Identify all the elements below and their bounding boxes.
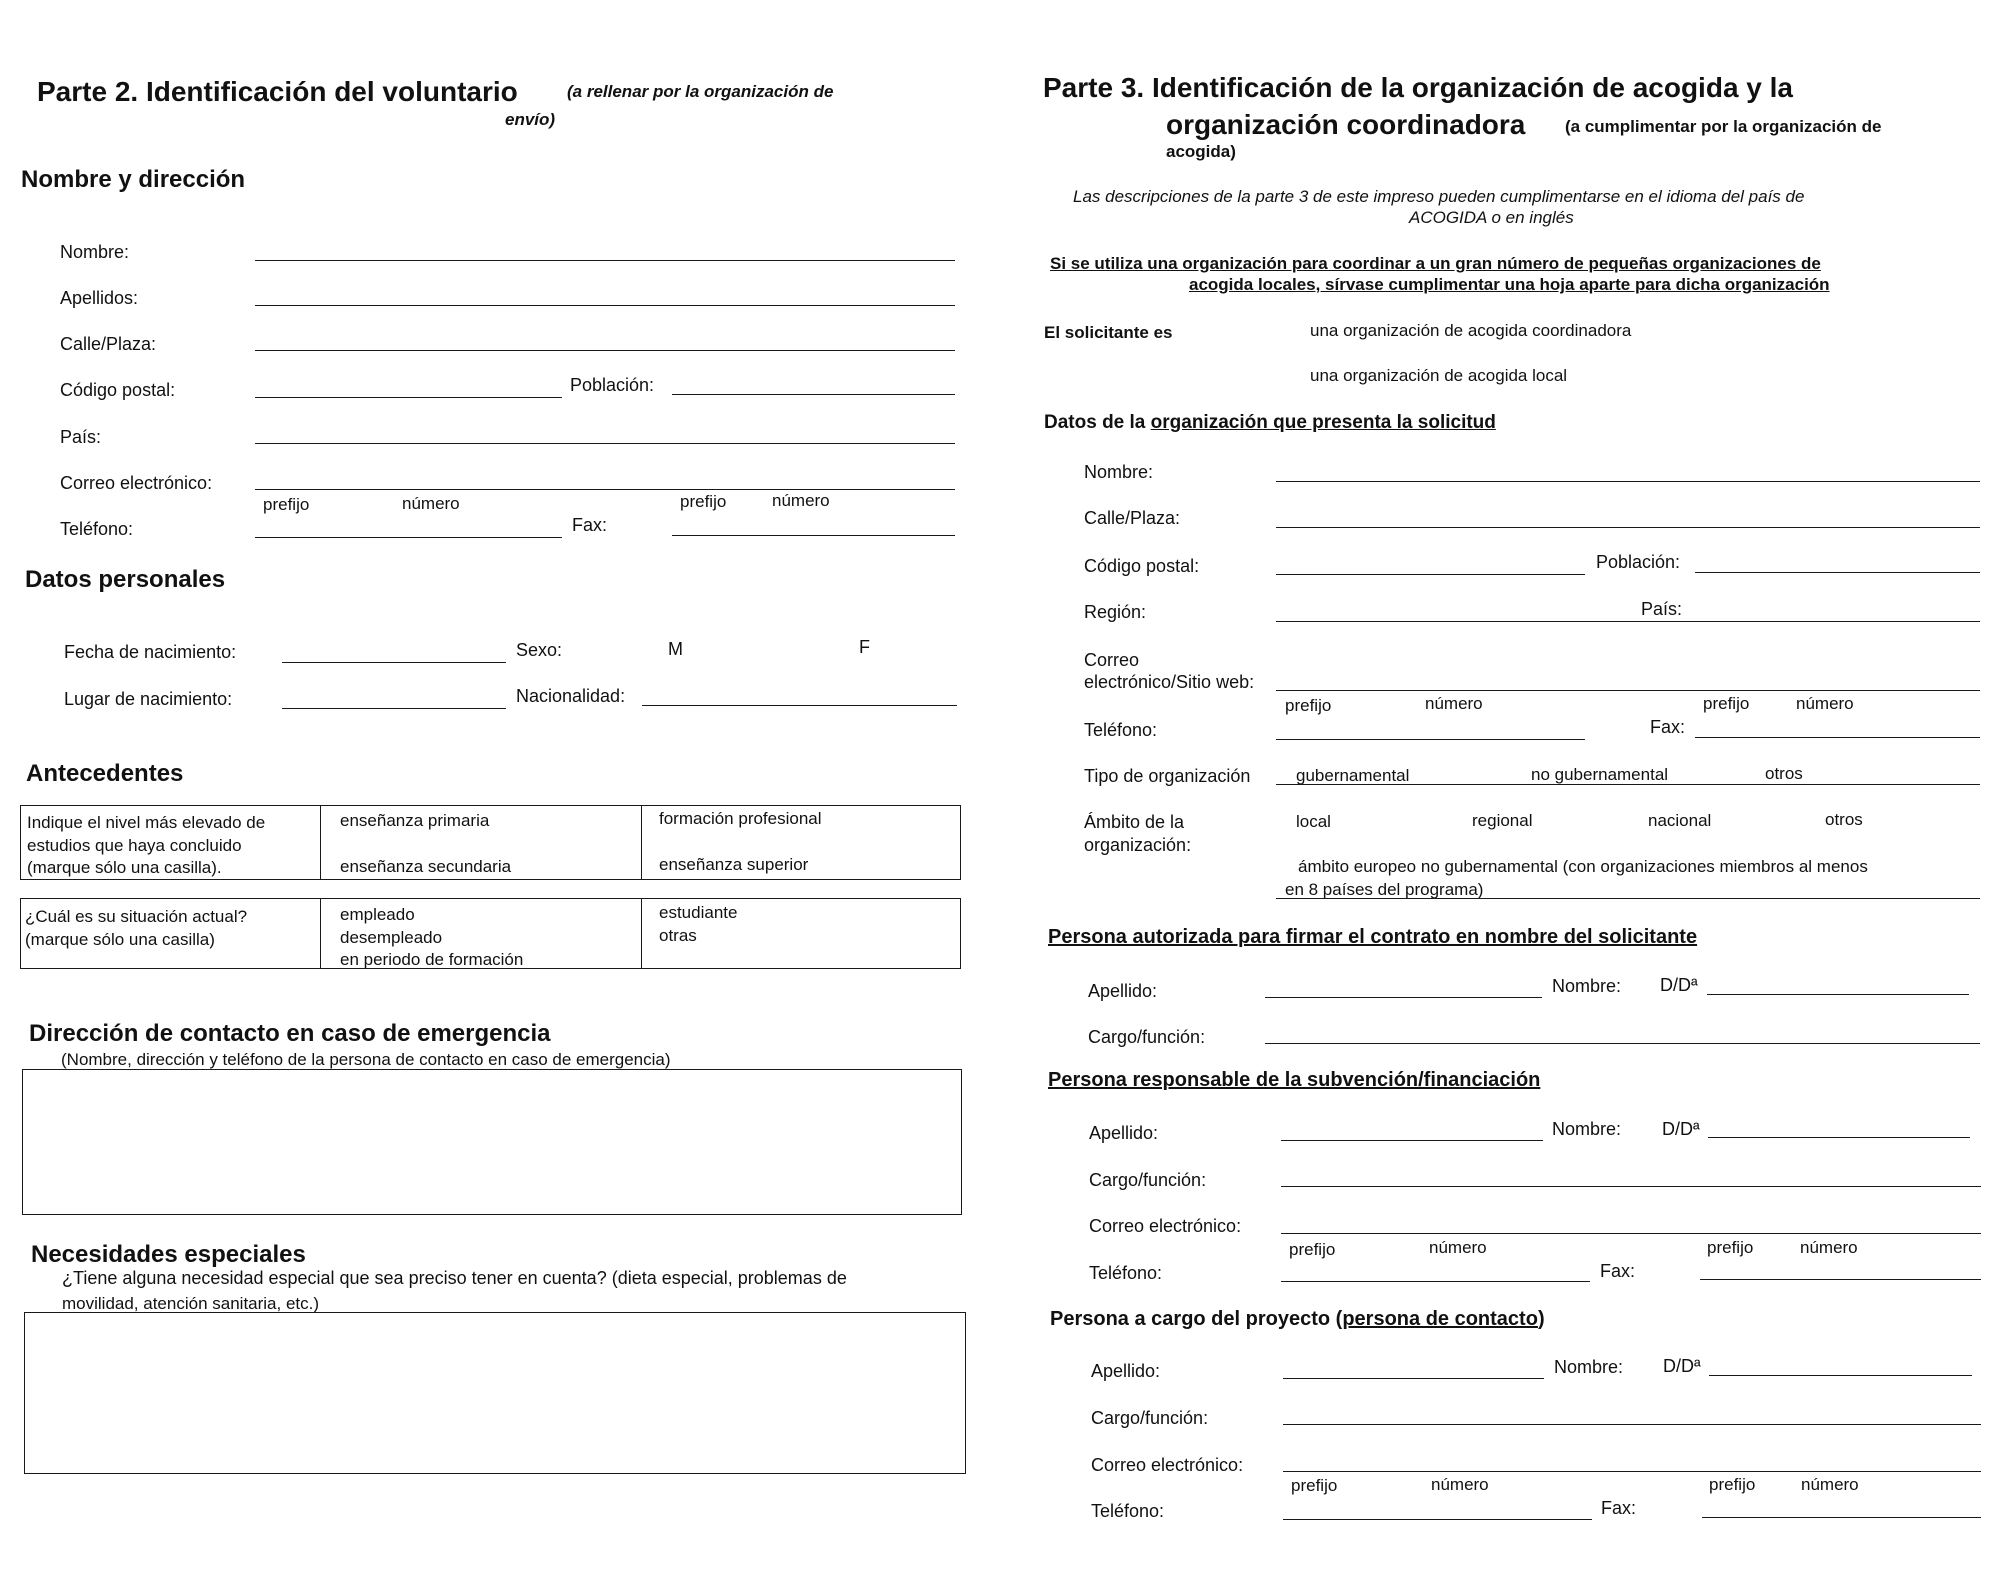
section-heading-persona-cargo-proyecto xyxy=(1050,1308,1545,1331)
option-otras[interactable]: otras xyxy=(659,926,697,945)
necesidades-question-line-1: ¿Tiene alguna necesidad especial que sea preciso tener en cuenta? (dieta especial, problemas de xyxy=(62,1268,847,1288)
field-proyecto-telefono[interactable] xyxy=(1283,1519,1592,1520)
option-estudiante[interactable]: estudiante xyxy=(659,903,738,922)
label-proyecto-telefono: Teléfono: xyxy=(1091,1501,1165,1521)
field-org-poblacion[interactable] xyxy=(1695,572,1980,573)
field-nacionalidad[interactable] xyxy=(642,705,957,706)
option-tipo-otros[interactable]: otros xyxy=(1765,764,1803,783)
label-numero: número xyxy=(402,494,460,513)
label-proyecto-fax: Fax: xyxy=(1601,1498,1637,1518)
part3-note-language-2: ACOGIDA o en inglés xyxy=(1409,208,1574,227)
part2-title-note-2: envío) xyxy=(505,110,556,129)
table-divider xyxy=(320,898,321,969)
textarea-emergencia[interactable] xyxy=(22,1069,962,1215)
field-org-region-pais[interactable] xyxy=(1276,621,1980,622)
part3-note-language-1: Las descripciones de la parte 3 de este impreso pueden cumplimentarse en el idioma del país de xyxy=(1073,187,1805,206)
label-org-poblacion: Población: xyxy=(1596,552,1681,572)
field-proyecto-nombre[interactable] xyxy=(1709,1375,1972,1376)
field-org-fax[interactable] xyxy=(1695,737,1980,738)
option-ensenanza-superior[interactable]: enseñanza superior xyxy=(659,855,809,874)
field-autorizada-cargo[interactable] xyxy=(1265,1043,1980,1044)
label-responsable-cargo: Cargo/función: xyxy=(1089,1170,1207,1190)
label-codigo-postal: Código postal: xyxy=(60,380,176,400)
cargo-proyecto-prefix: Persona a cargo del proyecto ( xyxy=(1050,1308,1343,1330)
label-responsable-dd: D/Dª xyxy=(1662,1119,1700,1139)
option-gubernamental[interactable]: gubernamental xyxy=(1296,766,1410,785)
option-regional[interactable]: regional xyxy=(1472,811,1533,830)
label-autorizada-cargo: Cargo/función: xyxy=(1088,1027,1206,1047)
field-codigo-postal[interactable] xyxy=(255,397,562,398)
label-org-fax: Fax: xyxy=(1650,717,1686,737)
field-org-telefono[interactable] xyxy=(1276,739,1585,740)
table-divider xyxy=(641,898,642,969)
label-org-calle: Calle/Plaza: xyxy=(1084,508,1181,528)
datos-organizacion-underlined: organización que presenta la solicitud xyxy=(1150,412,1496,433)
field-responsable-correo[interactable] xyxy=(1281,1233,1981,1234)
option-formacion-profesional[interactable]: formación profesional xyxy=(659,809,822,828)
estudios-question-line-2: estudios que haya concluido xyxy=(27,836,242,855)
label-lugar-nacimiento: Lugar de nacimiento: xyxy=(64,689,233,709)
label-correo: Correo electrónico: xyxy=(60,473,213,493)
label-responsable-apellido: Apellido: xyxy=(1089,1123,1159,1143)
section-heading-persona-responsable: Persona responsable de la subvención/financiación xyxy=(1048,1069,1541,1091)
estudios-question-line-3: (marque sólo una casilla). xyxy=(27,858,222,877)
label-org-telefono: Teléfono: xyxy=(1084,720,1158,740)
section-heading-emergencia: Dirección de contacto en caso de emergencia xyxy=(29,1020,551,1047)
option-ensenanza-primaria[interactable]: enseñanza primaria xyxy=(340,811,490,830)
label-apellidos: Apellidos: xyxy=(60,288,139,308)
label-responsable-telefono: Teléfono: xyxy=(1089,1263,1163,1283)
field-org-correo[interactable] xyxy=(1276,690,1980,691)
field-telefono[interactable] xyxy=(255,537,562,538)
field-lugar-nacimiento[interactable] xyxy=(282,708,506,709)
label-prefijo-fax: prefijo xyxy=(680,492,727,511)
field-pais[interactable] xyxy=(255,443,955,444)
situacion-question-line-1: ¿Cuál es su situación actual? xyxy=(25,907,248,926)
part3-title-line-2: organización coordinadora xyxy=(1166,109,1526,140)
label-fecha-nacimiento: Fecha de nacimiento: xyxy=(64,642,237,662)
label-numero-fax: número xyxy=(772,491,830,510)
field-org-calle[interactable] xyxy=(1276,527,1980,528)
estudios-question-line-1: Indique el nivel más elevado de xyxy=(27,813,266,832)
label-nombre: Nombre: xyxy=(60,242,130,262)
label-responsable-correo: Correo electrónico: xyxy=(1089,1216,1242,1236)
field-org-nombre[interactable] xyxy=(1276,481,1980,482)
field-poblacion[interactable] xyxy=(672,394,955,395)
option-ambito-europeo-2: en 8 países del programa) xyxy=(1285,880,1484,899)
field-apellidos[interactable] xyxy=(255,305,955,306)
field-proyecto-cargo[interactable] xyxy=(1283,1424,1981,1425)
label-org-region: Región: xyxy=(1084,602,1147,622)
option-ambito-otros[interactable]: otros xyxy=(1825,810,1863,829)
part3-title-note: (a cumplimentar por la organización de xyxy=(1565,117,1882,136)
option-empleado[interactable]: empleado xyxy=(340,905,415,924)
section-heading-necesidades: Necesidades especiales xyxy=(31,1241,306,1268)
label-org-prefijo-fax: prefijo xyxy=(1703,694,1750,713)
label-org-correo-2: electrónico/Sitio web: xyxy=(1084,672,1255,692)
field-responsable-nombre[interactable] xyxy=(1708,1137,1970,1138)
cargo-proyecto-underlined: persona de contacto xyxy=(1342,1308,1538,1330)
section-heading-datos-organizacion xyxy=(1044,412,1496,434)
label-responsable-fax: Fax: xyxy=(1600,1261,1636,1281)
label-telefono: Teléfono: xyxy=(60,519,134,539)
option-desempleado[interactable]: desempleado xyxy=(340,928,443,947)
field-fax[interactable] xyxy=(672,535,955,536)
label-autorizada-nombre: Nombre: xyxy=(1552,976,1622,996)
field-responsable-telefono[interactable] xyxy=(1281,1281,1590,1282)
label-responsable-numero-fax: número xyxy=(1800,1238,1858,1257)
label-proyecto-cargo: Cargo/función: xyxy=(1091,1408,1209,1428)
field-org-codigo-postal[interactable] xyxy=(1276,574,1585,575)
label-org-correo-1: Correo xyxy=(1084,650,1140,670)
section-heading-datos-personales: Datos personales xyxy=(25,566,226,593)
label-poblacion: Población: xyxy=(570,375,655,395)
table-divider xyxy=(320,805,321,880)
option-en-periodo-formacion[interactable]: en periodo de formación xyxy=(340,950,524,969)
label-responsable-nombre: Nombre: xyxy=(1552,1119,1622,1139)
field-nombre[interactable] xyxy=(255,260,955,261)
field-fecha-nacimiento[interactable] xyxy=(282,662,506,663)
label-proyecto-correo: Correo electrónico: xyxy=(1091,1455,1244,1475)
part2-title-main: Parte 2. Identificación del voluntario xyxy=(37,76,518,107)
label-org-nombre: Nombre: xyxy=(1084,462,1154,482)
section-heading-persona-autorizada: Persona autorizada para firmar el contrato en nombre del solicitante xyxy=(1048,926,1698,948)
label-proyecto-dd: D/Dª xyxy=(1663,1356,1701,1376)
emergencia-note: (Nombre, dirección y teléfono de la persona de contacto en caso de emergencia) xyxy=(61,1050,671,1069)
label-responsable-prefijo: prefijo xyxy=(1289,1240,1336,1259)
label-autorizada-dd: D/Dª xyxy=(1660,975,1698,995)
datos-organizacion-prefix: Datos de la xyxy=(1044,412,1146,433)
field-correo[interactable] xyxy=(255,489,955,490)
label-tipo-organizacion: Tipo de organización xyxy=(1084,766,1251,786)
label-prefijo: prefijo xyxy=(263,495,310,514)
label-proyecto-nombre: Nombre: xyxy=(1554,1357,1624,1377)
field-responsable-cargo[interactable] xyxy=(1281,1186,1981,1187)
label-responsable-prefijo-fax: prefijo xyxy=(1707,1238,1754,1257)
field-responsable-apellido[interactable] xyxy=(1281,1140,1543,1141)
option-ambito-europeo-1[interactable]: ámbito europeo no gubernamental (con organizaciones miembros al menos xyxy=(1298,857,1868,876)
field-tipo-organizacion xyxy=(1276,784,1980,785)
part3-title-line-1: Parte 3. Identificación de la organización de acogida y la xyxy=(1043,72,1793,103)
field-autorizada-apellido[interactable] xyxy=(1265,997,1542,998)
option-acogida-local[interactable]: una organización de acogida local xyxy=(1310,366,1568,385)
table-divider xyxy=(641,805,642,880)
option-no-gubernamental[interactable]: no gubernamental xyxy=(1531,765,1669,784)
situacion-question-line-2: (marque sólo una casilla) xyxy=(25,930,215,949)
label-calle: Calle/Plaza: xyxy=(60,334,157,354)
field-autorizada-nombre[interactable] xyxy=(1707,994,1969,995)
label-autorizada-apellido: Apellido: xyxy=(1088,981,1158,1001)
part2-title-note: (a rellenar por la organización de xyxy=(567,82,834,101)
field-proyecto-correo[interactable] xyxy=(1283,1471,1981,1472)
label-ambito-2: organización: xyxy=(1084,835,1192,855)
label-proyecto-prefijo-fax: prefijo xyxy=(1709,1475,1756,1494)
section-heading-nombre-direccion: Nombre y dirección xyxy=(21,166,246,193)
label-org-pais: País: xyxy=(1641,599,1683,619)
label-fax: Fax: xyxy=(572,515,608,535)
label-org-numero-fax: número xyxy=(1796,694,1854,713)
part3-title-note-2: acogida) xyxy=(1166,142,1236,161)
label-proyecto-numero: número xyxy=(1431,1475,1489,1494)
option-nacional[interactable]: nacional xyxy=(1648,811,1712,830)
part3-note-coordinator-2: acogida locales, sírvase cumplimentar una hoja aparte para dicha organización xyxy=(1189,275,1830,294)
field-responsable-fax[interactable] xyxy=(1700,1279,1981,1280)
label-pais: País: xyxy=(60,427,102,447)
section-heading-antecedentes: Antecedentes xyxy=(26,760,184,787)
label-org-numero: número xyxy=(1425,694,1483,713)
label-proyecto-numero-fax: número xyxy=(1801,1475,1859,1494)
label-org-prefijo: prefijo xyxy=(1285,696,1332,715)
label-ambito-1: Ámbito de la xyxy=(1084,812,1185,832)
part3-note-coordinator-1: Si se utiliza una organización para coordinar a un gran número de pequeñas organizaciones de xyxy=(1050,254,1821,273)
label-responsable-numero: número xyxy=(1429,1238,1487,1257)
field-ambito xyxy=(1276,898,1980,899)
field-proyecto-apellido[interactable] xyxy=(1283,1378,1544,1379)
field-calle[interactable] xyxy=(255,350,955,351)
label-sexo: Sexo: xyxy=(516,640,563,660)
option-acogida-coordinadora[interactable]: una organización de acogida coordinadora xyxy=(1310,321,1632,340)
option-ensenanza-secundaria[interactable]: enseñanza secundaria xyxy=(340,857,512,876)
label-proyecto-apellido: Apellido: xyxy=(1091,1361,1161,1381)
option-sexo-m[interactable]: M xyxy=(668,639,683,659)
option-local[interactable]: local xyxy=(1296,812,1331,831)
necesidades-question-line-2: movilidad, atención sanitaria, etc.) xyxy=(62,1294,320,1313)
label-nacionalidad: Nacionalidad: xyxy=(516,686,626,706)
cargo-proyecto-suffix: ) xyxy=(1537,1308,1545,1330)
field-proyecto-fax[interactable] xyxy=(1702,1517,1981,1518)
textarea-necesidades[interactable] xyxy=(24,1312,966,1474)
label-solicitante: El solicitante es xyxy=(1044,323,1173,342)
label-org-codigo-postal: Código postal: xyxy=(1084,556,1200,576)
label-proyecto-prefijo: prefijo xyxy=(1291,1476,1338,1495)
option-sexo-f[interactable]: F xyxy=(859,637,870,657)
